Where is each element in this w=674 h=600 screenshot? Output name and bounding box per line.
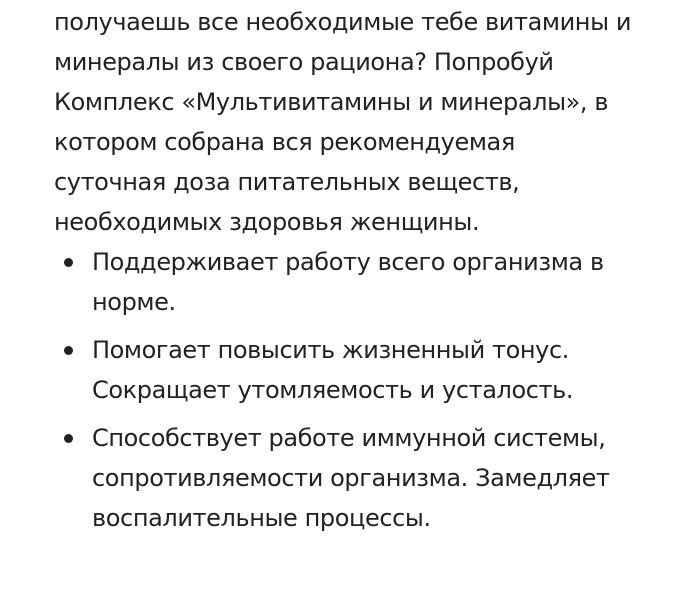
intro-line: котором собрана вся рекомендуемая [54, 128, 515, 156]
bullet-dot-icon [64, 346, 73, 355]
bullet-dot-icon [64, 258, 73, 267]
bullet-dot-icon [64, 434, 73, 443]
benefit-item-immune-system [54, 418, 654, 538]
benefits-list [54, 242, 654, 538]
benefit-item-vital-tone [54, 330, 654, 410]
intro-line: минералы из своего рациона? Попробуй [54, 48, 554, 76]
benefit-line: Поддерживает работу всего организма в [92, 248, 604, 276]
benefit-line: Способствует работе иммунной системы, [92, 424, 606, 452]
benefit-line: воспалительные процессы. [92, 504, 431, 532]
intro-line: суточная доза питательных веществ, [54, 168, 520, 196]
benefit-line: Помогает повысить жизненный тонус. [92, 336, 570, 364]
intro-line: получаешь все необходимые тебе витамины и [54, 8, 632, 36]
benefit-line: сопротивляемости организма. Замедляет [92, 464, 610, 492]
article-text [54, 2, 654, 538]
intro-paragraph [54, 2, 654, 242]
benefit-line: норме. [92, 288, 176, 316]
benefit-line: Сокращает утомляемость и усталость. [92, 376, 574, 404]
intro-line: необходимых здоровья женщины. [54, 208, 480, 236]
benefit-item-body-function [54, 242, 654, 322]
intro-line: Комплекс «Мультивитамины и минералы», в [54, 88, 609, 116]
